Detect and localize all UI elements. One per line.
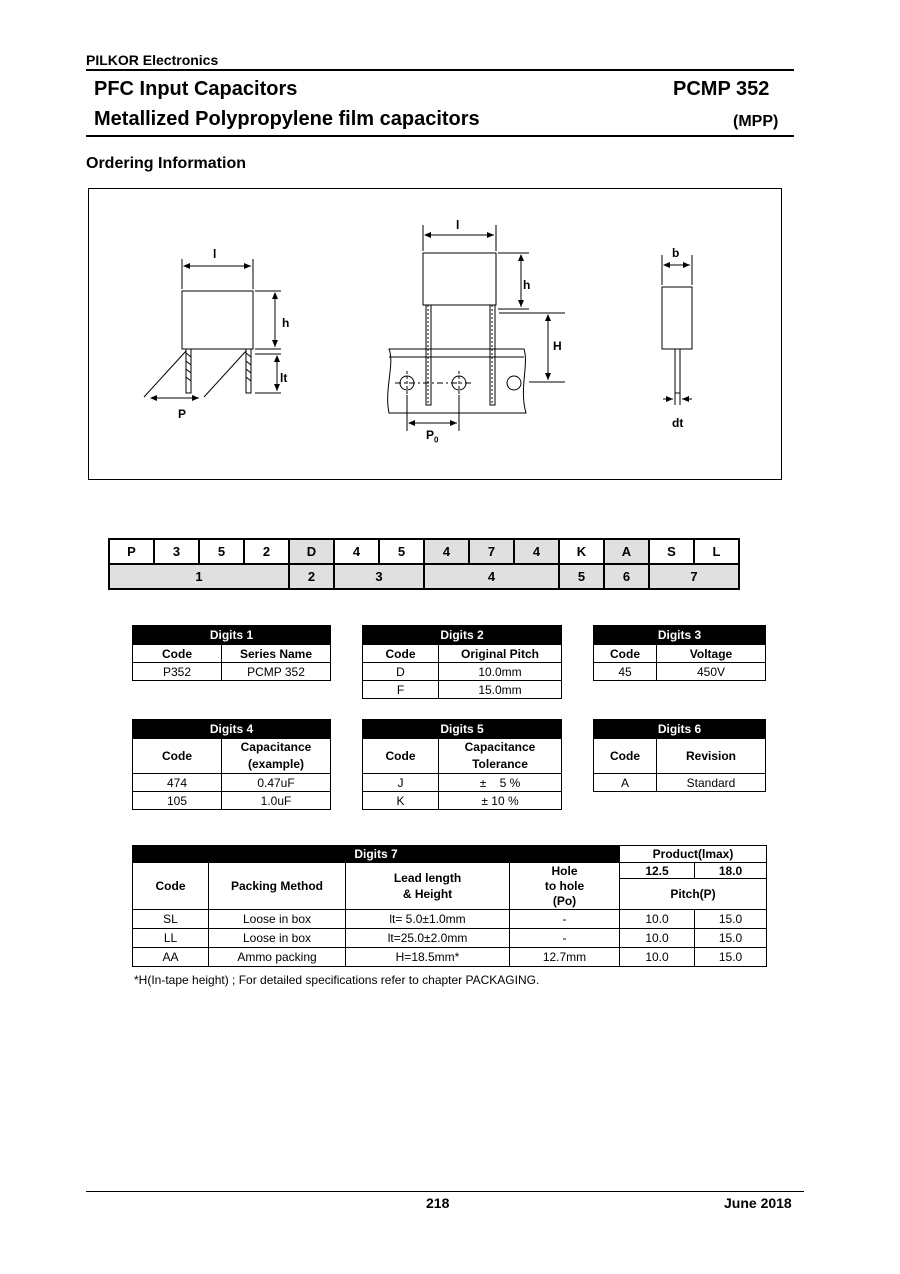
product-line: PFC Input Capacitors	[94, 78, 298, 100]
table-cell: 105	[133, 792, 222, 810]
table-row	[133, 948, 767, 967]
digits7-header-lead-line1: Lead length	[393, 871, 462, 885]
label-h-mid: h	[523, 278, 531, 292]
digits5-header-code: Code	[363, 739, 439, 774]
digits7-header-lead-line2: & Height	[402, 887, 453, 901]
code-char: P	[109, 539, 154, 564]
digits7-header-hole-line2: to hole	[544, 878, 585, 893]
digits5-header-tolerance	[439, 739, 562, 774]
digits2-table	[362, 625, 562, 699]
label-p: P	[178, 407, 187, 421]
table-cell: 15.0	[695, 910, 767, 929]
dimension-diagram	[88, 188, 782, 480]
label-p0-main: P	[426, 428, 435, 442]
code-char: L	[694, 539, 739, 564]
digits7-header-code: Code	[133, 863, 209, 910]
label-h-left: h	[282, 316, 290, 330]
table-cell: Ammo packing	[209, 948, 346, 967]
table-row	[133, 774, 331, 792]
code-group: 2	[289, 564, 334, 589]
code-group: 7	[649, 564, 739, 589]
digits2-header-code: Code	[363, 645, 439, 663]
digits4-header-code: Code	[133, 739, 222, 774]
label-p0	[426, 428, 438, 444]
footnote: *H(In-tape height) ; For detailed specifications refer to chapter PACKAGING.	[134, 973, 540, 987]
digits7-table	[132, 845, 767, 967]
code-chars-row	[109, 539, 739, 564]
header-rule-top	[86, 69, 794, 71]
digits4-header-capacitance-line2: (example)	[247, 757, 305, 771]
table-row	[594, 774, 766, 792]
table-cell: ± 5 %	[439, 774, 562, 792]
digits7-header-hole-line1: Hole	[551, 863, 578, 878]
table-cell: 10.0	[620, 929, 695, 948]
digits3-header-code: Code	[594, 645, 657, 663]
table-cell: H=18.5mm*	[346, 948, 510, 967]
table-cell: -	[510, 929, 620, 948]
table-cell: 474	[133, 774, 222, 792]
table-cell: lt=25.0±2.0mm	[346, 929, 510, 948]
table-cell: J	[363, 774, 439, 792]
label-l-left: l	[213, 247, 217, 261]
code-group: 4	[424, 564, 559, 589]
digits7-header-packing: Packing Method	[209, 863, 346, 910]
type-code: (MPP)	[733, 113, 779, 130]
table-row	[594, 663, 766, 681]
label-b: b	[672, 246, 680, 260]
code-char: 4	[334, 539, 379, 564]
digits7-size-b: 18.0	[695, 863, 767, 879]
label-H: H	[553, 339, 562, 353]
digits1-title: Digits 1	[133, 626, 331, 645]
digits7-header-lead	[346, 863, 510, 910]
digits2-title: Digits 2	[363, 626, 562, 645]
code-char: 5	[379, 539, 424, 564]
table-cell: 10.0	[620, 910, 695, 929]
digits4-header-capacitance	[222, 739, 331, 774]
table-cell: 450V	[657, 663, 766, 681]
table-cell: 10.0	[620, 948, 695, 967]
digits6-header-revision: Revision	[657, 739, 766, 774]
table-row	[133, 929, 767, 948]
table-cell: 45	[594, 663, 657, 681]
code-char: 5	[199, 539, 244, 564]
digits3-title: Digits 3	[594, 626, 766, 645]
code-group: 6	[604, 564, 649, 589]
publication-date: June 2018	[724, 1195, 792, 1211]
table-cell: 15.0	[695, 929, 767, 948]
table-cell: D	[363, 663, 439, 681]
digits7-header-pitch: Pitch(P)	[620, 879, 767, 910]
digits3-table	[593, 625, 766, 681]
table-cell: 1.0uF	[222, 792, 331, 810]
code-groups-row	[109, 564, 739, 589]
code-char: A	[604, 539, 649, 564]
digits4-title: Digits 4	[133, 720, 331, 739]
code-group: 3	[334, 564, 424, 589]
table-row	[133, 663, 331, 681]
company-name: PILKOR Electronics	[86, 52, 219, 68]
table-row	[363, 663, 562, 681]
code-char: 4	[424, 539, 469, 564]
digits7-header-hole	[510, 863, 620, 910]
digits5-header-tolerance-line1: Capacitance	[464, 740, 536, 754]
digits5-header-tolerance-line2: Tolerance	[472, 757, 528, 771]
table-cell: 15.0	[695, 948, 767, 967]
table-cell: -	[510, 910, 620, 929]
table-cell: 10.0mm	[439, 663, 562, 681]
digits1-header-series: Series Name	[222, 645, 331, 663]
table-cell: K	[363, 792, 439, 810]
table-row	[363, 681, 562, 699]
table-cell: F	[363, 681, 439, 699]
label-l-mid: l	[456, 218, 460, 232]
digits4-table	[132, 719, 331, 810]
product-description: Metallized Polypropylene film capacitors	[94, 108, 480, 130]
digits7-title: Digits 7	[133, 846, 620, 863]
section-title: Ordering Information	[86, 155, 246, 172]
table-cell: Standard	[657, 774, 766, 792]
code-char: 4	[514, 539, 559, 564]
code-group: 5	[559, 564, 604, 589]
table-cell: SL	[133, 910, 209, 929]
table-cell: lt= 5.0±1.0mm	[346, 910, 510, 929]
digits4-header-capacitance-line1: Capacitance	[240, 740, 312, 754]
label-p0-sub: 0	[434, 435, 439, 445]
table-cell: 12.7mm	[510, 948, 620, 967]
ordering-code-example	[108, 538, 740, 590]
table-cell: P352	[133, 663, 222, 681]
digits1-header-code: Code	[133, 645, 222, 663]
digits6-title: Digits 6	[594, 720, 766, 739]
page-number: 218	[426, 1195, 450, 1211]
digits6-header-code: Code	[594, 739, 657, 774]
label-lt: lt	[280, 371, 288, 385]
code-char: 3	[154, 539, 199, 564]
table-cell: Loose in box	[209, 910, 346, 929]
table-cell: PCMP 352	[222, 663, 331, 681]
digits1-table	[132, 625, 331, 681]
digits2-header-pitch: Original Pitch	[439, 645, 562, 663]
digits7-size-a: 12.5	[620, 863, 695, 879]
table-cell: Loose in box	[209, 929, 346, 948]
table-cell: LL	[133, 929, 209, 948]
table-row	[133, 792, 331, 810]
table-cell: 15.0mm	[439, 681, 562, 699]
table-cell: AA	[133, 948, 209, 967]
digits5-table	[362, 719, 562, 810]
digits6-table	[593, 719, 766, 792]
code-char: 7	[469, 539, 514, 564]
label-dt: dt	[672, 416, 684, 430]
table-cell: ± 10 %	[439, 792, 562, 810]
footer-rule	[86, 1191, 804, 1192]
table-row	[363, 792, 562, 810]
code-char: S	[649, 539, 694, 564]
header-rule-bottom	[86, 135, 794, 137]
code-char: 2	[244, 539, 289, 564]
digits5-title: Digits 5	[363, 720, 562, 739]
table-cell: A	[594, 774, 657, 792]
code-group: 1	[109, 564, 289, 589]
part-number: PCMP 352	[673, 78, 770, 100]
digits3-header-voltage: Voltage	[657, 645, 766, 663]
digits7-header-hole-line3: (Po)	[552, 893, 577, 908]
table-row	[133, 910, 767, 929]
code-char: K	[559, 539, 604, 564]
code-char: D	[289, 539, 334, 564]
table-cell: 0.47uF	[222, 774, 331, 792]
digits7-product-header: Product(lmax)	[620, 846, 767, 863]
table-row	[363, 774, 562, 792]
